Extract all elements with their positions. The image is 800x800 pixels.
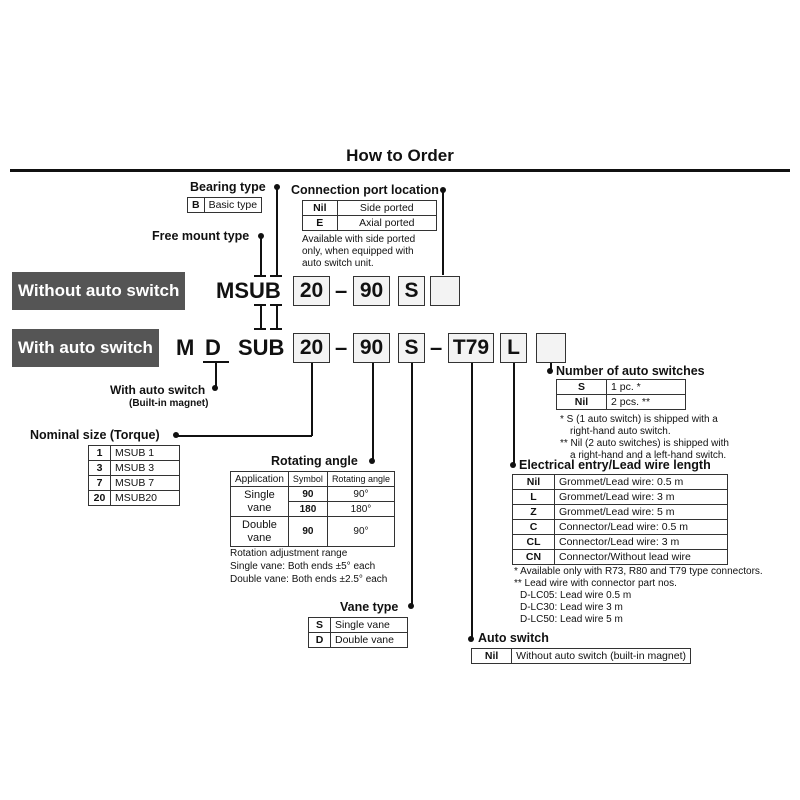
rotating-angle-notes: Rotation adjustment range Single vane: Both ends ±5° each Double vane: Both ends ±2.5° each: [230, 548, 388, 585]
num-switches-dot: [547, 368, 553, 374]
electrical-dot: [510, 462, 516, 468]
code-without-angle: 90: [353, 276, 390, 306]
code-with-prefix: SUB: [238, 335, 285, 360]
rotating-angle-label: Rotating angle: [271, 454, 358, 468]
page-title: How to Order: [346, 146, 454, 165]
vane-type-table: S Single vane D Double vane: [308, 617, 408, 648]
code-without-port: [430, 276, 460, 306]
code-with-angle: 90: [353, 333, 390, 363]
vane-type-dot: [408, 603, 414, 609]
auto-switch-dot: [468, 636, 474, 642]
rotating-angle-table: Application Symbol Rotating angle Single vane 90 90° 180 180° Double vane 90 90°: [230, 471, 395, 547]
vane-type-label: Vane type: [340, 600, 399, 614]
connection-port-note: Available with side ported only, when equipped with auto switch unit.: [302, 234, 416, 269]
code-with-vane: S: [398, 333, 425, 363]
with-auto-switch-label: With auto switch: [110, 383, 206, 397]
num-switches-notes: * S (1 auto switch) is shipped with a right-hand auto switch. ** Nil (2 auto switches) is shipped with a right-hand and a left-hand switch.: [560, 414, 729, 461]
num-switches-table: S 1 pc. * Nil 2 pcs. **: [556, 379, 686, 410]
title-rule: [10, 169, 790, 172]
electrical-label: Electrical entry/Lead wire length: [519, 458, 711, 472]
code-without-prefix: MSUB: [216, 278, 281, 303]
rotating-angle-dot: [369, 458, 375, 464]
code-with-lead: L: [500, 333, 527, 363]
electrical-notes: * Available only with R73, R80 and T79 type connectors. ** Lead wire with connector part nos. D-LC05: Lead wire 0.5 m D-LC30: Lead wire 3 m D-LC50: Lead wire 5 m: [514, 566, 763, 625]
connection-port-table: Nil Side ported E Axial ported: [302, 200, 437, 231]
num-switches-label: Number of auto switches: [556, 364, 705, 378]
nominal-size-dot: [173, 432, 179, 438]
code-with-count: [536, 333, 566, 363]
nominal-size-table: 1 MSUB 1 3 MSUB 3 7 MSUB 7 20 MSUB20: [88, 445, 180, 506]
electrical-table: Nil Grommet/Lead wire: 0.5 m L Grommet/Lead wire: 3 m Z Grommet/Lead wire: 5 m C Connector/Lead wire: 0.5 m CL Connector/Lead wire: 3 m CN Connector/Without lead wire: [512, 474, 728, 565]
bearing-type-label: Bearing type: [190, 180, 266, 194]
code-with-dash: –: [335, 335, 348, 360]
with-auto-switch-dot: [212, 385, 218, 391]
auto-switch-table: Nil Without auto switch (built-in magnet): [471, 648, 691, 664]
code-with-switch: T79: [448, 333, 494, 363]
bearing-type-table: B Basic type: [187, 197, 262, 213]
without-auto-switch-band: Without auto switch: [12, 272, 185, 310]
code-without-vane: S: [398, 276, 425, 306]
code-with-d: D: [205, 335, 221, 360]
auto-switch-label: Auto switch: [478, 631, 549, 645]
code-with-m: M: [176, 335, 195, 360]
nominal-size-label: Nominal size (Torque): [30, 428, 160, 442]
code-without-size: 20: [293, 276, 330, 306]
with-auto-switch-band: With auto switch: [12, 329, 159, 367]
with-auto-switch-sub: (Built-in magnet): [129, 398, 209, 409]
code-with-dash-2: –: [430, 335, 443, 360]
code-without-dash: –: [335, 278, 348, 303]
connection-port-label: Connection port location: [291, 183, 439, 197]
free-mount-label: Free mount type: [152, 229, 250, 243]
code-with-size: 20: [293, 333, 330, 363]
